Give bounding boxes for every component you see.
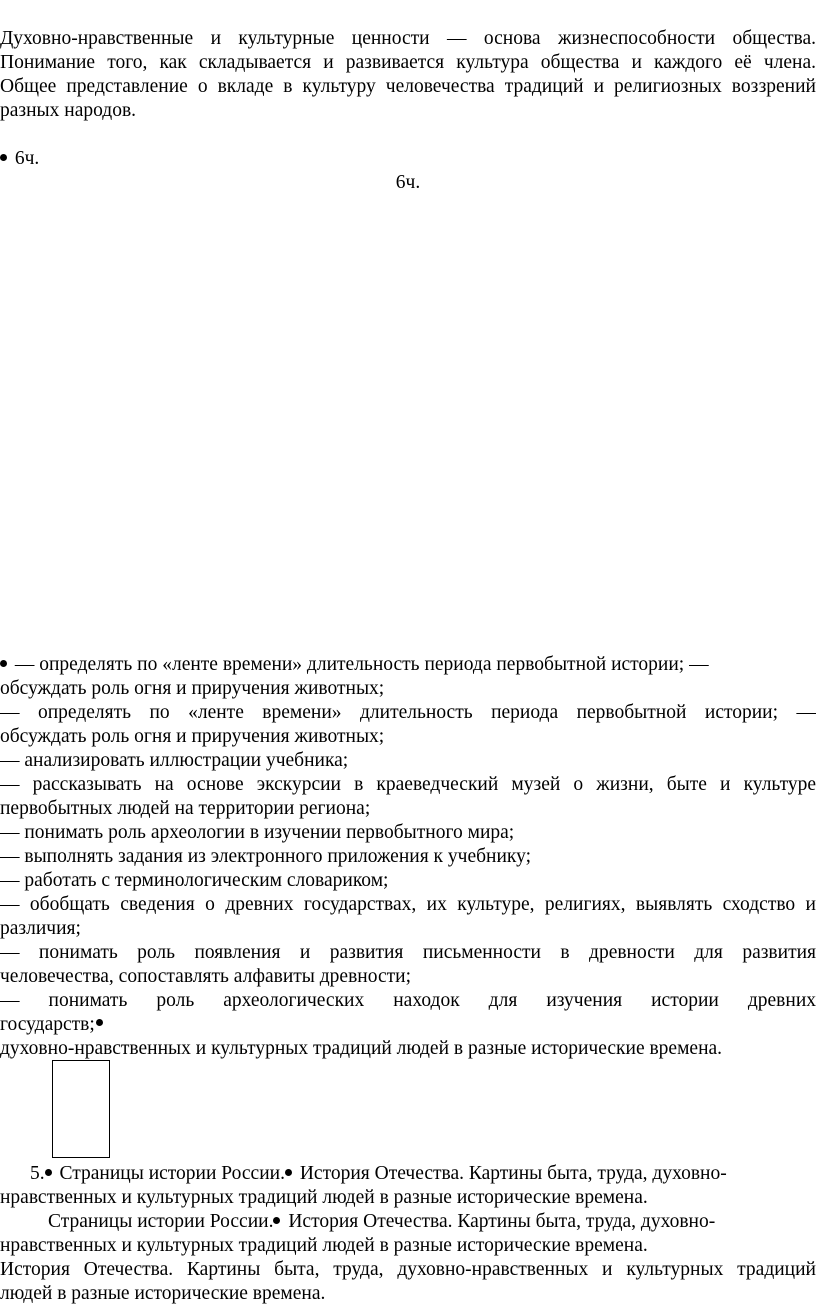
section-5-line-1: 5. Страницы истории России. История Отечества. Картины быта, труда, духовно- — [30, 1163, 727, 1184]
activity-9-line-1: — понимать роль появления и развития письменности в древности для развития — [0, 942, 816, 963]
hours-centered: 6ч. — [395, 172, 421, 193]
bullet-icon — [273, 1217, 280, 1224]
activity-9-line-2: человечества, сопоставлять алфавиты древности; — [0, 966, 411, 987]
bullet-icon — [0, 154, 7, 161]
activity-4-line-2: первобытных людей на территории региона; — [0, 798, 371, 819]
activity-8-line-1: — обобщать сведения о древних государствах, их культуре, религиях, выявлять сходство и — [0, 894, 816, 915]
bullet-icon — [96, 1019, 103, 1026]
section-5-final-line-1: История Отечества. Картины быта, труда, духовно-нравственных и культурных традиций — [0, 1259, 816, 1280]
activity-6: — выполнять задания из электронного приложения к учебнику; — [0, 846, 532, 867]
hours-bullet-line — [0, 147, 816, 171]
section-5-final-line-2: людей в разные исторические времена. — [0, 1283, 326, 1304]
bullet-icon — [0, 660, 7, 667]
activity-10-line-1: — понимать роль археологических находок для изучения истории древних — [0, 990, 816, 1011]
activity-4-line-1: — рассказывать на основе экскурсии в краеведческий музей о жизни, быте и культуре — [0, 774, 816, 795]
empty-frame — [52, 1060, 110, 1158]
intro-line-4: разных народов. — [0, 100, 137, 121]
section-5-repeat-line-2: нравственных и культурных традиций людей в разные исторические времена. — [0, 1235, 648, 1256]
activity-1-line-2: обсуждать роль огня и приручения животных; — [0, 678, 385, 699]
activity-5: — понимать роль археологии в изучении первобытного мира; — [0, 822, 515, 843]
activity-2-line-2: обсуждать роль огня и приручения животных; — [0, 726, 385, 747]
activity-2-line-1: — определять по «ленте времени» длительность периода первобытной истории; — — [0, 702, 816, 723]
intro-line-3: Общее представление о вкладе в культуру человечества традиций и религиозных воззрений — [0, 76, 816, 97]
section-5-repeat-line-1: Страницы истории России. История Отечества. Картины быта, труда, духовно- — [48, 1211, 716, 1232]
bullet-icon — [45, 1169, 52, 1176]
section-5-line-2: нравственных и культурных традиций людей в разные исторические времена. — [0, 1187, 648, 1208]
activity-7: — работать с терминологическим словариком; — [0, 870, 389, 891]
activity-10-line-2: государств; — [0, 1013, 816, 1037]
activity-11: духовно-нравственных и культурных традиций людей в разные исторические времена. — [0, 1038, 723, 1059]
activity-8-line-2: различия; — [0, 918, 81, 939]
intro-line-2: Понимание того, как складывается и развивается культура общества и каждого её члена. — [0, 52, 816, 73]
intro-line-1: Духовно-нравственные и культурные ценности — основа жизнеспособности общества. — [0, 28, 816, 49]
bullet-icon — [285, 1169, 292, 1176]
activity-1-line-1: — определять по «ленте времени» длительность периода первобытной истории; — — [0, 653, 816, 677]
activity-3: — анализировать иллюстрации учебника; — [0, 750, 349, 771]
hours-text: 6ч. — [14, 148, 40, 169]
